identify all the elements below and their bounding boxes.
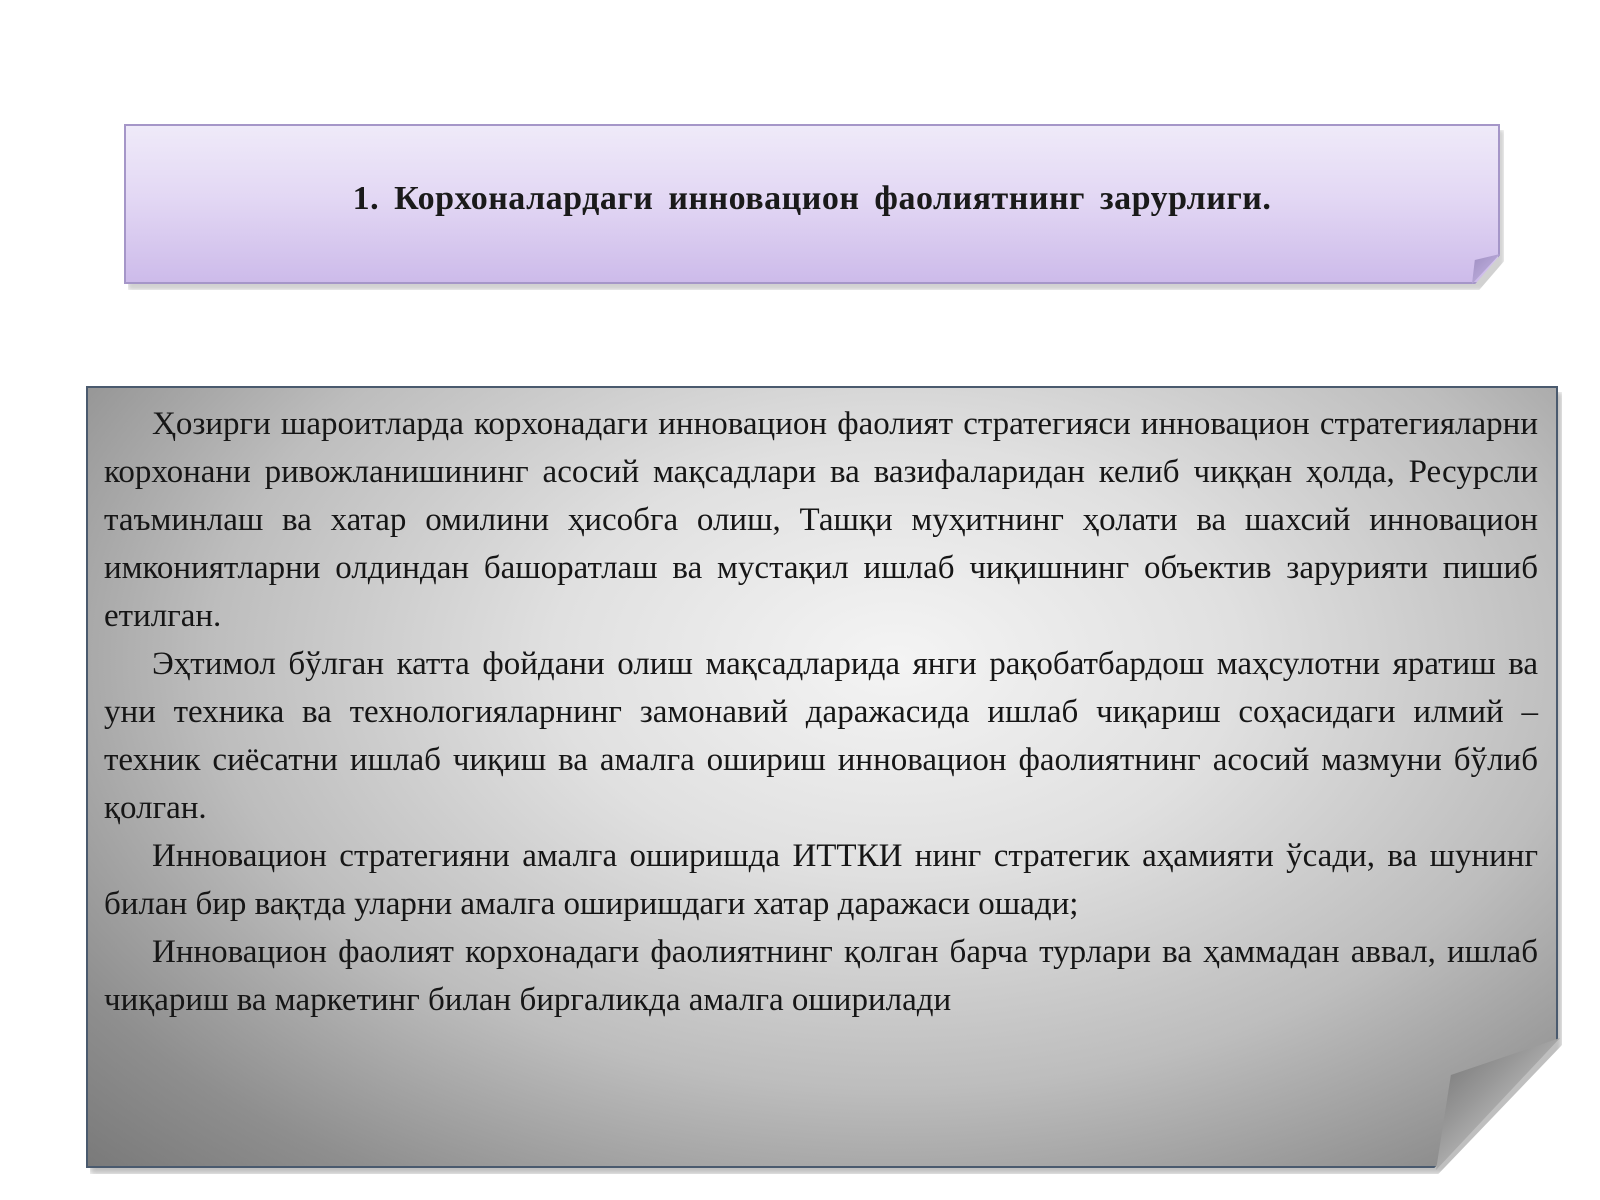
body-text (104, 400, 1538, 1024)
body-paragraph-1: Ҳозирги шароитларда корхонадаги инновацион фаолият стратегияси инновацион стратегияларни корхонани ривожланишининг асосий мақсадлари ва вазифаларидан келиб чиққан ҳолда, Ресурсли таъминлаш ва хатар омилини ҳисобга олиш, Ташқи муҳитнинг ҳолати ва шахсий инновацион имкониятларни олдиндан башоратлаш ва мустақил ишлаб чиқишнинг объектив зарурияти пишиб етилган. (104, 406, 1538, 634)
body-paragraph-3: Инновацион стратегияни амалга оширишда ИТТКИ нинг стратегик аҳамияти ўсади, ва шунинг билан бир вақтда уларни амалга оширишдаги хатар даражаси ошади; (104, 838, 1538, 922)
slide-title: 1. Корхоналардаги инновацион фаолиятнинг зарурлиги. (352, 180, 1272, 217)
body-paragraph-4: Инновацион фаолият корхонадаги фаолиятнинг қолган барча турлари ва ҳаммадан аввал, ишлаб чиқариш ва маркетинг билан биргаликда амалга оширилади (104, 934, 1538, 1018)
body-paragraph-2: Эҳтимол бўлган катта фойдани олиш мақсадларида янги рақобатбардош маҳсулотни яратиш ва уни техника ва технологияларнинг замонавий даражасида ишлаб чиқариш соҳасидаги илмий – техник сиёсатни ишлаб чиқиш ва амалга ошириш инновацион фаолиятнинг асосий мазмуни бўлиб қолган. (104, 646, 1538, 826)
